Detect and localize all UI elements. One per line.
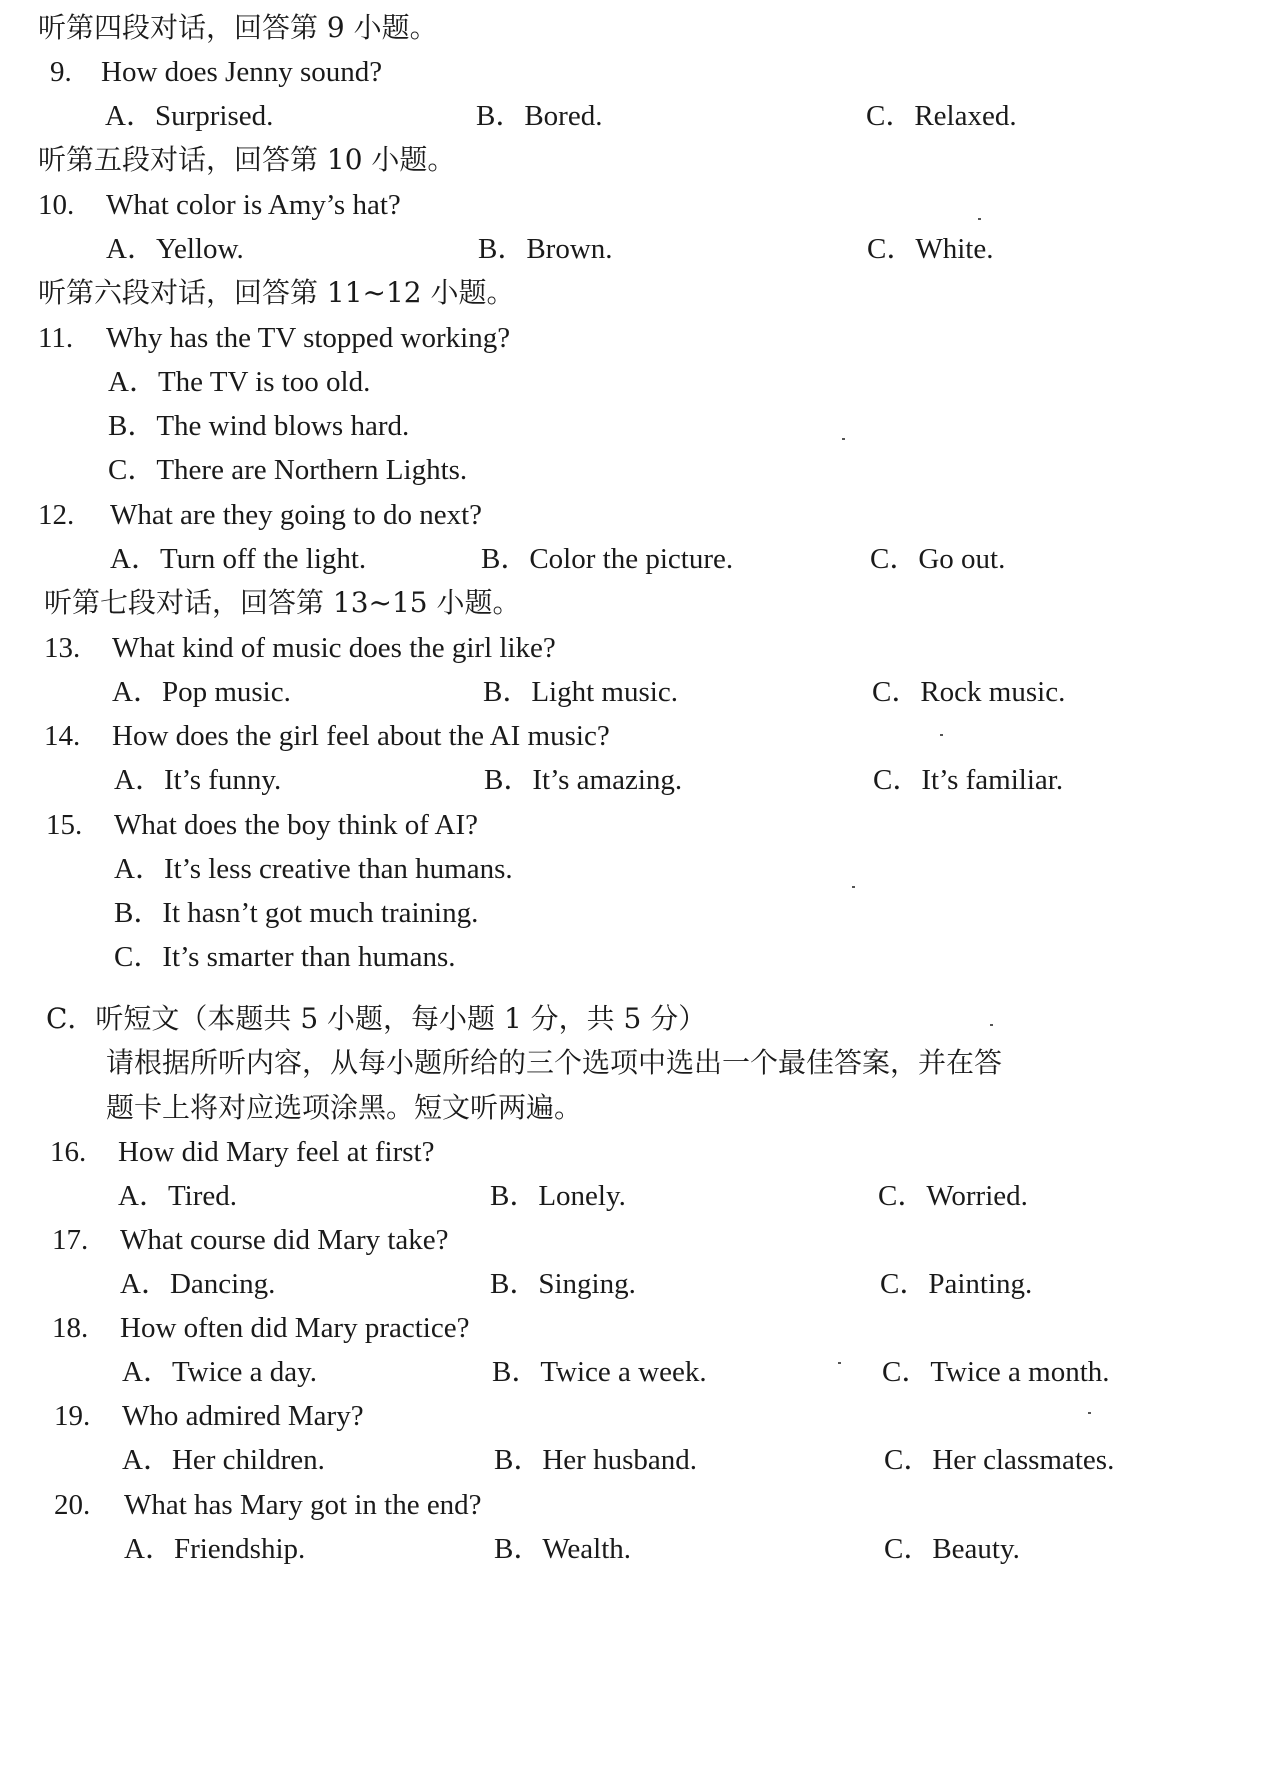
option-b: B．Her husband. bbox=[494, 1444, 697, 1476]
option-c: C．Twice a month. bbox=[882, 1356, 1110, 1388]
question-text: What kind of music does the girl like? bbox=[112, 632, 556, 664]
options-9 bbox=[0, 94, 1269, 138]
option-b: B．Brown. bbox=[478, 233, 613, 265]
option-c: C．Relaxed. bbox=[866, 100, 1017, 132]
option-c: C．Painting. bbox=[880, 1268, 1033, 1300]
options-16 bbox=[0, 1174, 1269, 1218]
option-a: A．Yellow. bbox=[106, 233, 244, 265]
option-a: A．It’s funny. bbox=[114, 764, 282, 796]
option-c: C．It’s smarter than humans. bbox=[114, 941, 456, 973]
options-14 bbox=[0, 758, 1269, 802]
question-14 bbox=[0, 714, 1269, 758]
section-heading-7: 听第七段对话，回答第 13~15 小题。 bbox=[44, 586, 521, 619]
question-11 bbox=[0, 316, 1269, 360]
option-c: C．There are Northern Lights. bbox=[108, 454, 468, 486]
question-number: 9. bbox=[50, 56, 72, 88]
question-number: 17. bbox=[52, 1224, 89, 1256]
option-c: C．It’s familiar. bbox=[873, 764, 1064, 796]
question-number: 18. bbox=[52, 1312, 89, 1344]
question-16 bbox=[0, 1130, 1269, 1174]
scan-speck bbox=[978, 218, 981, 220]
option-a: A．It’s less creative than humans. bbox=[114, 853, 513, 885]
options-17 bbox=[0, 1262, 1269, 1306]
question-text: What does the boy think of AI? bbox=[114, 809, 479, 841]
option-b: B．It hasn’t got much training. bbox=[114, 897, 479, 929]
question-number: 12. bbox=[38, 499, 75, 531]
options-13 bbox=[0, 670, 1269, 714]
part-c-instructions-line-2: 题卡上将对应选项涂黑。短文听两遍。 bbox=[106, 1091, 583, 1124]
option-a: A．Her children. bbox=[122, 1444, 325, 1476]
question-12 bbox=[0, 493, 1269, 537]
question-19 bbox=[0, 1394, 1269, 1438]
scan-speck bbox=[990, 1024, 993, 1026]
option-a: A．Dancing. bbox=[120, 1268, 276, 1300]
option-b: B．Singing. bbox=[490, 1268, 636, 1300]
question-text: What course did Mary take? bbox=[120, 1224, 449, 1256]
question-18 bbox=[0, 1306, 1269, 1350]
scan-speck bbox=[852, 886, 855, 888]
question-number: 16. bbox=[50, 1136, 87, 1168]
option-a: A．Turn off the light. bbox=[110, 543, 367, 575]
options-12 bbox=[0, 537, 1269, 581]
question-text: What has Mary got in the end? bbox=[124, 1489, 482, 1521]
scan-speck bbox=[1088, 1412, 1091, 1414]
option-c: C．White. bbox=[867, 233, 994, 265]
question-number: 20. bbox=[54, 1489, 91, 1521]
question-number: 11. bbox=[38, 322, 74, 354]
question-text: Why has the TV stopped working? bbox=[106, 322, 511, 354]
question-20 bbox=[0, 1483, 1269, 1527]
options-10 bbox=[0, 227, 1269, 271]
scan-speck bbox=[838, 1362, 841, 1364]
question-text: What are they going to do next? bbox=[110, 499, 483, 531]
option-b: B．The wind blows hard. bbox=[108, 410, 410, 442]
part-c-instructions-line-1: 请根据所听内容，从每小题所给的三个选项中选出一个最佳答案，并在答 bbox=[106, 1046, 1003, 1079]
question-text: How does Jenny sound? bbox=[101, 56, 383, 88]
option-b: B．Twice a week. bbox=[492, 1356, 707, 1388]
options-19 bbox=[0, 1438, 1269, 1482]
section-heading-4: 听第四段对话，回答第 9 小题。 bbox=[38, 11, 438, 44]
question-number: 13. bbox=[44, 632, 81, 664]
option-b: B．Wealth. bbox=[494, 1533, 631, 1565]
option-a: A．Friendship. bbox=[124, 1533, 306, 1565]
option-b: B．It’s amazing. bbox=[484, 764, 683, 796]
question-text: Who admired Mary? bbox=[122, 1400, 364, 1432]
option-a: A．Surprised. bbox=[105, 100, 274, 132]
option-b: B．Light music. bbox=[483, 676, 678, 708]
scan-speck bbox=[940, 734, 943, 736]
question-number: 14. bbox=[44, 720, 81, 752]
question-text: How often did Mary practice? bbox=[120, 1312, 470, 1344]
section-heading-6: 听第六段对话，回答第 11~12 小题。 bbox=[38, 276, 515, 309]
option-c: C．Rock music. bbox=[872, 676, 1066, 708]
option-c: C．Her classmates. bbox=[884, 1444, 1115, 1476]
option-b: B．Color the picture. bbox=[481, 543, 734, 575]
scan-speck bbox=[842, 438, 845, 440]
option-a: A．Tired. bbox=[118, 1180, 237, 1212]
question-text: What color is Amy’s hat? bbox=[106, 189, 401, 221]
question-number: 19. bbox=[54, 1400, 91, 1432]
question-9 bbox=[0, 50, 1269, 94]
question-15 bbox=[0, 803, 1269, 847]
question-17 bbox=[0, 1218, 1269, 1262]
part-c-title: C．听短文（本题共 5 小题，每小题 1 分，共 5 分） bbox=[46, 1002, 707, 1035]
options-18 bbox=[0, 1350, 1269, 1394]
option-b: B．Lonely. bbox=[490, 1180, 626, 1212]
question-text: How did Mary feel at first? bbox=[118, 1136, 435, 1168]
section-heading-5: 听第五段对话，回答第 10 小题。 bbox=[38, 143, 456, 176]
option-c: C．Beauty. bbox=[884, 1533, 1020, 1565]
question-number: 10. bbox=[38, 189, 75, 221]
option-b: B．Bored. bbox=[476, 100, 603, 132]
question-13 bbox=[0, 626, 1269, 670]
question-number: 15. bbox=[46, 809, 83, 841]
options-20 bbox=[0, 1527, 1269, 1571]
option-c: C．Worried. bbox=[878, 1180, 1028, 1212]
question-text: How does the girl feel about the AI music? bbox=[112, 720, 610, 752]
option-a: A．Twice a day. bbox=[122, 1356, 317, 1388]
option-c: C．Go out. bbox=[870, 543, 1006, 575]
option-a: A．Pop music. bbox=[112, 676, 291, 708]
question-10 bbox=[0, 183, 1269, 227]
option-a: A．The TV is too old. bbox=[108, 366, 371, 398]
